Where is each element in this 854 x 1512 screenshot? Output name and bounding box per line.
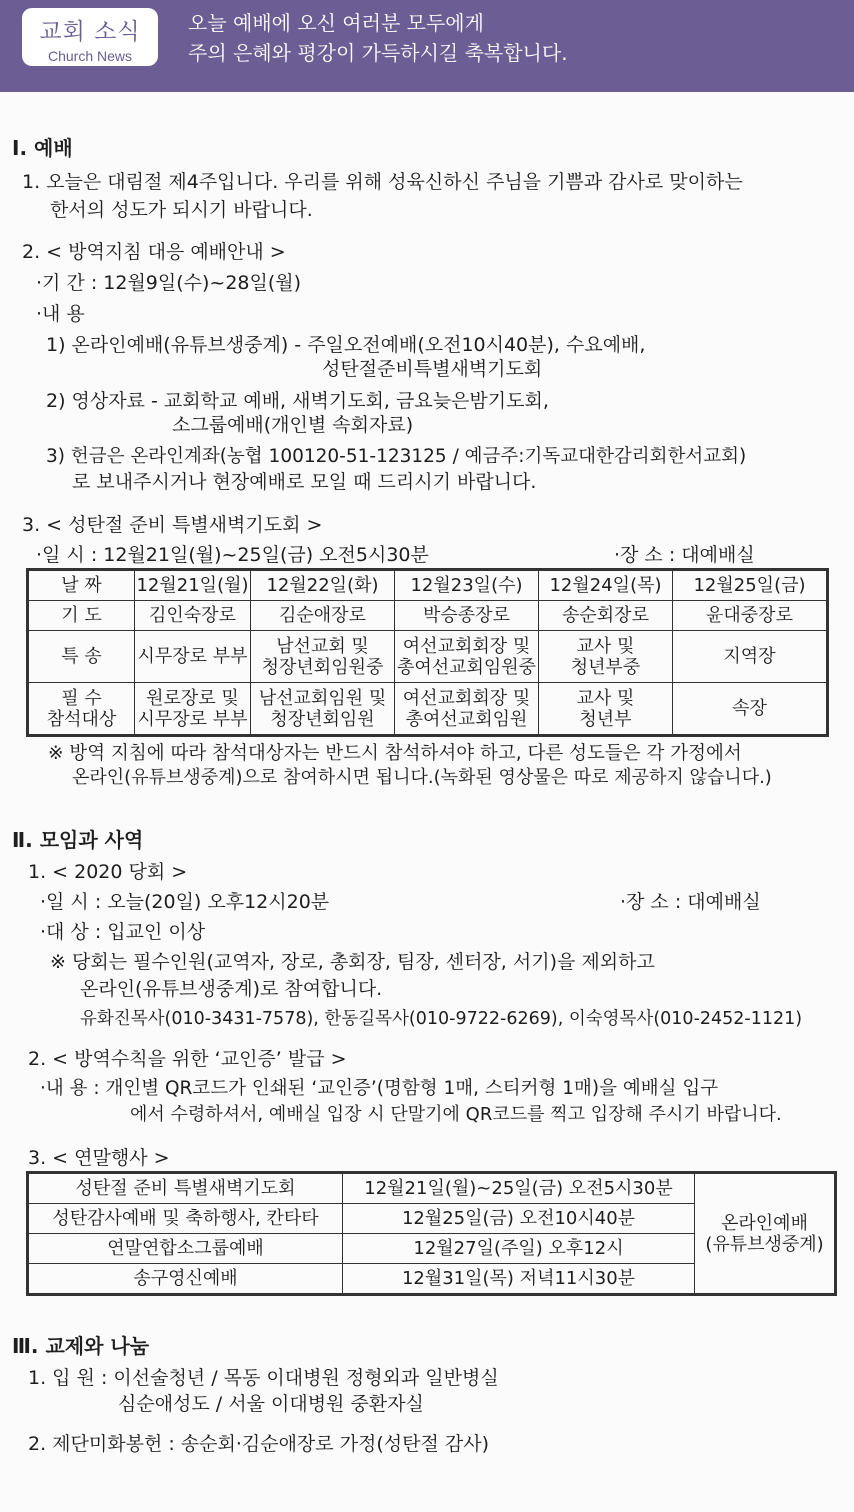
section-2-title: Ⅱ. 모임과 사역: [12, 828, 144, 852]
table-header-cell: 12월21일(월): [135, 571, 251, 601]
event-name: 연말연합소그룹예배: [29, 1234, 343, 1264]
s1-item1-line1: 1. 오늘은 대림절 제4주입니다. 우리를 위해 성육신하신 주님을 기쁨과 감사로 맞이하는: [22, 171, 743, 193]
badge-english-title: Church News: [47, 48, 133, 64]
table-cell: 박승종장로: [395, 601, 539, 631]
s2-item2-title: 2. < 방역수칙을 위한 ‘교인증’ 발급 >: [28, 1048, 347, 1070]
table-cell: 남선교회 및 청장년회임원중: [251, 631, 395, 683]
s3-item1-line1: 1. 입 원 : 이선술청년 / 목동 이대병원 정형외과 일반병실: [28, 1367, 499, 1389]
table-header-cell: 12월22일(화): [251, 571, 395, 601]
table-cell: 송순회장로: [539, 601, 673, 631]
table-cell: 여선교회회장 및 총여선교회임원중: [395, 631, 539, 683]
event-name: 성탄감사예배 및 축하행사, 칸타타: [29, 1204, 343, 1234]
s2-item1-target: ·대 상 : 입교인 이상: [40, 921, 206, 943]
s1-item2-c1-line1: 1) 온라인예배(유튜브생중계) - 주일오전예배(오전10시40분), 수요예배,: [46, 334, 646, 356]
greeting: [188, 8, 568, 68]
dawn-prayer-table: [28, 570, 827, 735]
table-cell: 원로장로 및 시무장로 부부: [135, 683, 251, 735]
event-time: 12월27일(주일) 오후12시: [343, 1234, 695, 1264]
year-end-events-table: [28, 1173, 835, 1294]
s3-item2: 2. 제단미화봉헌 : 송순회·김순애장로 가정(성탄절 감사): [28, 1433, 490, 1455]
table-row-prayer: [29, 601, 827, 631]
event-time: 12월21일(월)~25일(금) 오전5시30분: [343, 1174, 695, 1204]
greeting-line-2: 주의 은혜와 평강이 가득하시길 축복합니다.: [188, 41, 568, 65]
section-3-title: Ⅲ. 교제와 나눔: [12, 1334, 150, 1358]
s1-item2-title: 2. < 방역지침 대응 예배안내 >: [22, 241, 286, 263]
s1-item3-title: 3. < 성탄절 준비 특별새벽기도회 >: [22, 514, 323, 536]
table-cell: 김인숙장로: [135, 601, 251, 631]
s1-note-line1: ※ 방역 지침에 따라 참석대상자는 반드시 참석하셔야 하고, 다른 성도들은 각 가정에서: [48, 743, 742, 764]
s1-item2-c2-line2: 소그룹예배(개인별 속회자료): [172, 414, 414, 436]
header-banner: [0, 0, 854, 92]
table-cell: 교사 및 청년부: [539, 683, 673, 735]
table-header-cell: 12월24일(목): [539, 571, 673, 601]
s1-note-line2: 온라인(유튜브생중계)으로 참여하시면 됩니다.(녹화된 영상물은 따로 제공하지 않습니다.): [72, 767, 772, 788]
s1-item2-c3-line1: 3) 헌금은 온라인계좌(농협 100120-51-123125 / 예금주:기독교대한감리회한서교회): [46, 446, 747, 467]
event-time: 12월25일(금) 오전10시40분: [343, 1204, 695, 1234]
s1-item2-c1-line2: 성탄절준비특별새벽기도회: [322, 358, 543, 380]
table-row-label: 필 수 참석대상: [29, 683, 135, 735]
s2-item2-line1: ·내 용 : 개인별 QR코드가 인쇄된 ‘교인증’(명함형 1매, 스티커형 1매)을 예배실 입구: [40, 1078, 719, 1099]
event-name: 성탄절 준비 특별새벽기도회: [29, 1174, 343, 1204]
table-cell: 지역장: [673, 631, 827, 683]
s1-item1-line2: 한서의 성도가 되시기 바랍니다.: [50, 199, 313, 221]
s1-item3-date: ·일 시 : 12월21일(월)~25일(금) 오전5시30분: [36, 544, 429, 566]
table-cell: 남선교회임원 및 청장년회임원: [251, 683, 395, 735]
table-cell: 속장: [673, 683, 827, 735]
s2-item1-date: ·일 시 : 오늘(20일) 오후12시20분: [40, 891, 330, 913]
table-header-cell: 날 짜: [29, 571, 135, 601]
s1-item2-c3-line2: 로 보내주시거나 현장예배로 모일 때 드리시기 바랍니다.: [72, 471, 537, 493]
s2-item1-note-line1: ※ 당회는 필수인원(교역자, 장로, 총회장, 팀장, 센터장, 서기)을 제외하고: [50, 951, 655, 973]
section-1-title: Ⅰ. 예배: [12, 136, 73, 160]
table-cell: 김순애장로: [251, 601, 395, 631]
event-name: 송구영신예배: [29, 1264, 343, 1294]
s1-item3-place: ·장 소 : 대예배실: [614, 544, 755, 566]
table-row-special-song: [29, 631, 827, 683]
table-row-required: [29, 683, 827, 735]
table-cell: 여선교회회장 및 총여선교회임원: [395, 683, 539, 735]
s2-item1-place: ·장 소 : 대예배실: [620, 891, 761, 913]
s2-item1-title: 1. < 2020 당회 >: [28, 861, 188, 883]
s2-item2-line2: 에서 수령하셔서, 예배실 입장 시 단말기에 QR코드를 찍고 입장해 주시기 바랍니다.: [130, 1104, 782, 1125]
s2-item1-note-line2: 온라인(유튜브생중계)로 참여합니다.: [80, 978, 383, 1000]
event-time: 12월31일(목) 저녁11시30분: [343, 1264, 695, 1294]
s3-item1-line2: 심순애성도 / 서울 이대병원 중환자실: [118, 1393, 424, 1415]
s1-item2-content-label: ·내 용: [36, 303, 85, 325]
table-row-label: 특 송: [29, 631, 135, 683]
s1-item2-period: ·기 간 : 12월9일(수)~28일(월): [36, 272, 302, 294]
greeting-line-1: 오늘 예배에 오신 여러분 모두에게: [188, 11, 484, 35]
s1-item2-c2-line1: 2) 영상자료 - 교회학교 예배, 새벽기도회, 금요늦은밤기도회,: [46, 390, 549, 412]
table-header-cell: 12월23일(수): [395, 571, 539, 601]
s2-item3-title: 3. < 연말행사 >: [28, 1147, 170, 1169]
event-mode: 온라인예배 (유튜브생중계): [695, 1174, 835, 1294]
s2-item1-contacts: 유화진목사(010-3431-7578), 한동길목사(010-9722-6269), 이숙영목사(010-2452-1121): [80, 1009, 803, 1029]
table-cell: 윤대중장로: [673, 601, 827, 631]
church-news-badge: [22, 8, 158, 66]
table-row: [29, 1174, 835, 1204]
table-row-dates: [29, 571, 827, 601]
table-cell: 시무장로 부부: [135, 631, 251, 683]
table-cell: 교사 및 청년부중: [539, 631, 673, 683]
table-row-label: 기 도: [29, 601, 135, 631]
badge-korean-title: 교회 소식: [39, 19, 141, 45]
table-header-cell: 12월25일(금): [673, 571, 827, 601]
